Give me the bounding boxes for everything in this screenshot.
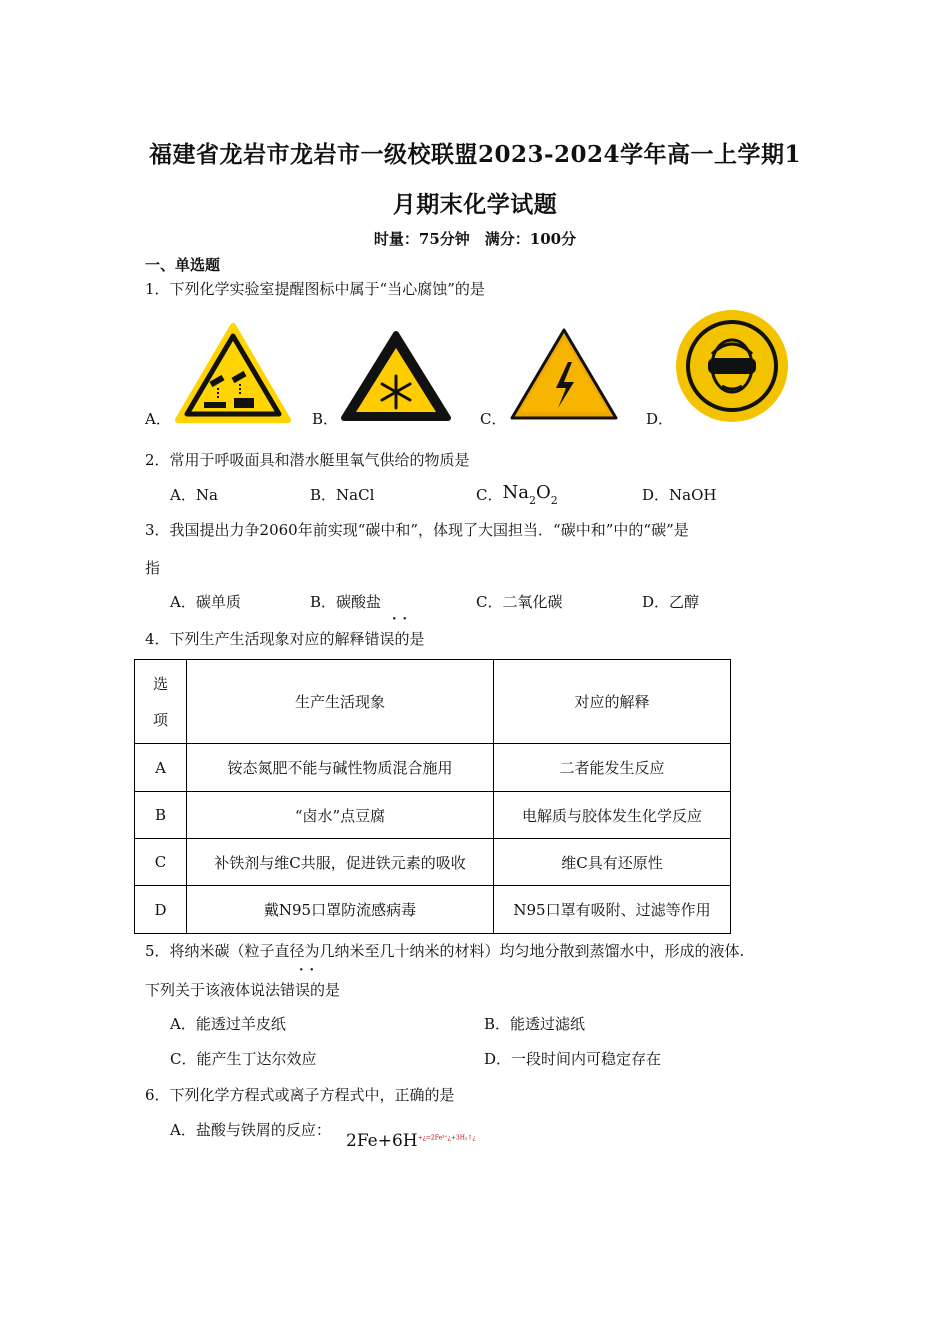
q1-option-c-label: C．: [480, 410, 507, 428]
q5-option-a: A．能透过羊皮纸: [170, 1015, 286, 1033]
q2-option-b: B．NaCl: [310, 486, 375, 504]
row-phenomenon: 戴N95口罩防流感病毒: [187, 886, 494, 934]
table-row: [135, 886, 731, 934]
row-option: A: [135, 744, 187, 792]
question-5-stem-line2: 下列关于该液体说法错误的是: [145, 981, 341, 999]
question-1-stem: 1．下列化学实验室提醒图标中属于“当心腐蚀”的是: [145, 280, 485, 298]
q2-option-c-label: C．: [476, 486, 503, 504]
row-phenomenon: 铵态氮肥不能与碱性物质混合施用: [187, 744, 494, 792]
q5-option-d: D．一段时间内可稳定存在: [484, 1050, 662, 1068]
q2-option-c: [476, 484, 558, 507]
question-3-stem-line1: 3．我国提出力争2060年前实现“碳中和”，体现了大国担当．“碳中和”中的“碳”是: [145, 521, 689, 539]
eye-protection-mandatory-icon: [674, 308, 790, 424]
header-explanation: 对应的解释: [494, 660, 731, 744]
q1-option-d-label: D．: [646, 410, 674, 428]
q4-table: [134, 659, 731, 934]
document-title-line2: 月期末化学试题: [392, 191, 558, 218]
section-heading: 一、单选题: [145, 256, 221, 274]
q6-formula-main: 2Fe+6H: [346, 1131, 418, 1151]
q2-option-d: D．NaOH: [642, 486, 717, 504]
row-option: D: [135, 886, 187, 934]
q3-option-c: C．二氧化碳: [476, 593, 563, 611]
electric-shock-warning-icon: [508, 326, 620, 422]
row-option: C: [135, 839, 187, 886]
q6-formula-tail: +¿=2Fe³⁺¿+3H₂↑¿: [417, 1134, 476, 1142]
header-option-cell: [135, 660, 187, 744]
q1-option-a-label: A．: [145, 410, 171, 428]
question-6-stem: 6．下列化学方程式或离子方程式中，正确的是: [145, 1086, 455, 1104]
row-phenomenon: “卤水”点豆腐: [187, 792, 494, 839]
corrosive-warning-icon: [174, 322, 292, 424]
q2-option-a: A．Na: [170, 486, 218, 504]
q2-formula-o: O: [535, 482, 551, 503]
table-header-row: [135, 660, 731, 744]
row-option: B: [135, 792, 187, 839]
row-explanation: 电解质与胶体发生化学反应: [494, 792, 731, 839]
question-5-stem-line1: 5．将纳米碳（粒子直径为几纳米至几十纳米的材料）均匀地分散到蒸馏水中，形成的液体.: [145, 942, 745, 960]
question-3-stem-line2: 指: [145, 559, 161, 577]
low-temperature-warning-icon: [340, 330, 452, 422]
q6-option-a-text: A．盐酸与铁屑的反应：: [170, 1121, 331, 1139]
header-phenomenon: 生产生活现象: [187, 660, 494, 744]
q5-option-b: B．能透过滤纸: [484, 1015, 586, 1033]
question-4-stem: 4．下列生产生活现象对应的解释错误的是: [145, 630, 425, 648]
row-explanation: 维C具有还原性: [494, 839, 731, 886]
table-row: [135, 839, 731, 886]
document-title-line1: 福建省龙岩市龙岩市一级校联盟2023-2024学年高一上学期1: [148, 141, 802, 168]
q4-emphasis-dots: ··: [392, 612, 414, 627]
q2-formula-sub2: 2: [550, 494, 558, 507]
q5-option-c: C．能产生丁达尔效应: [170, 1050, 317, 1068]
q3-option-b: B．碳酸盐: [310, 593, 382, 611]
row-explanation: N95口罩有吸附、过滤等作用: [494, 886, 731, 934]
header-option-char2: 项: [152, 710, 168, 729]
question-2-stem: 2．常用于呼吸面具和潜水艇里氧气供给的物质是: [145, 451, 470, 469]
q5-emphasis-dots: ··: [299, 963, 321, 978]
table-row: [135, 744, 731, 792]
q3-option-d: D．乙醇: [642, 593, 700, 611]
q3-option-a: A．碳单质: [170, 593, 241, 611]
row-phenomenon: 补铁剂与维C共服，促进铁元素的吸收: [187, 839, 494, 886]
q2-formula-sub1: 2: [528, 494, 536, 507]
row-explanation: 二者能发生反应: [494, 744, 731, 792]
q6-option-a-formula: [346, 1131, 476, 1151]
q2-formula-na: Na: [502, 482, 529, 503]
q1-option-b-label: B．: [312, 410, 339, 428]
header-option-char1: 选: [152, 674, 168, 693]
table-row: [135, 792, 731, 839]
exam-meta: 时量：75分钟 满分：100分: [373, 230, 577, 248]
